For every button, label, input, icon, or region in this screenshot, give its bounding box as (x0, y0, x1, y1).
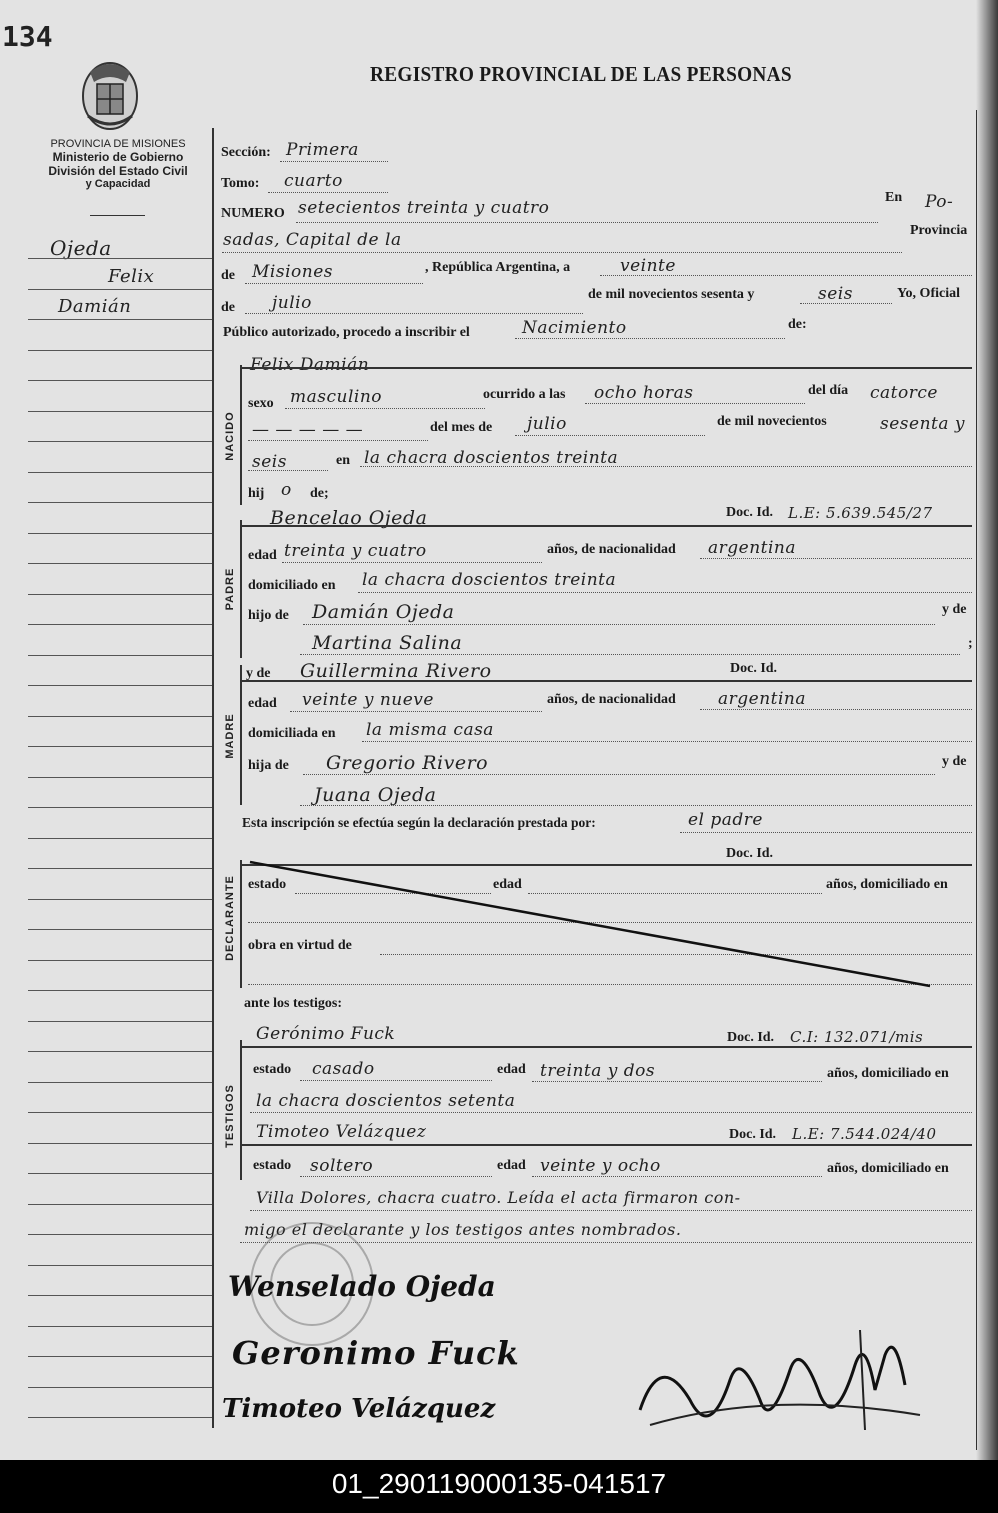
hij-label: hij (248, 486, 265, 501)
padre-hijo-de-label: hijo de (248, 608, 289, 623)
madre-edad-label: edad (248, 696, 277, 711)
testigo1-domicilio: la chacra doscientos setenta (256, 1091, 516, 1111)
padre-nacionalidad-label: años, de nacionalidad (547, 542, 676, 557)
anio-value-b: seis (252, 452, 287, 472)
sexo-value: masculino (290, 387, 383, 407)
signature-witness1: Geronimo Fuck (232, 1334, 520, 1372)
del-mes-label: del mes de (430, 420, 493, 435)
mes-value: julio (527, 414, 567, 434)
padre-padre-de: Damián Ojeda (312, 601, 455, 623)
declarante-anios-label: años, domiciliado en (826, 877, 948, 892)
margin-rule (28, 1173, 214, 1174)
publico-label: Público autorizado, procedo a inscribir el (223, 325, 470, 340)
de-label-2: de (221, 300, 235, 315)
tomo-value: cuarto (284, 171, 343, 191)
testigo1-estado-value: casado (312, 1059, 375, 1079)
footer-caption: 01_290119000135-041517 (0, 1462, 998, 1513)
month-value: julio (272, 293, 312, 313)
margin-rule (28, 655, 214, 656)
dia-value-b: — — — — — (252, 420, 364, 440)
margin-rule (28, 319, 214, 320)
margin-rule (28, 1387, 214, 1388)
seccion-value: Primera (286, 140, 359, 160)
testigo2-name: Timoteo Velázquez (256, 1122, 427, 1142)
margin-rule (28, 533, 214, 534)
margin-rule (28, 1143, 214, 1144)
testigo1-edad-label: edad (497, 1062, 526, 1077)
margin-rule (28, 746, 214, 747)
declarante-cancel-stroke (240, 860, 940, 990)
margin-rule (28, 807, 214, 808)
madre-madre-de: Juana Ojeda (314, 784, 437, 806)
margin-rule (28, 929, 214, 930)
lugar-value: la chacra doscientos treinta (364, 448, 619, 468)
testigos-section-label: TESTIGOS (224, 1084, 236, 1148)
padre-section-label: PADRE (224, 567, 236, 611)
document-title: REGISTRO PROVINCIAL DE LAS PERSONAS (370, 62, 792, 86)
year-value: seis (818, 284, 853, 304)
seccion-label: Sección: (221, 145, 271, 160)
madre-domicilio-value: la misma casa (366, 720, 494, 740)
padre-nacionalidad-value: argentina (708, 538, 797, 558)
margin-rule (28, 1265, 214, 1266)
margin-rule (28, 624, 214, 625)
testigo1-name: Gerónimo Fuck (256, 1024, 396, 1044)
margin-rule (28, 685, 214, 686)
org-line1: PROVINCIA DE MISIONES (50, 138, 186, 150)
margin-rule (28, 1417, 214, 1418)
en-label: En (885, 190, 903, 205)
madre-padre-de: Gregorio Rivero (326, 752, 489, 774)
page-number: 134 (2, 20, 53, 53)
margin-rule (28, 380, 214, 381)
declarante-estado-label: estado (248, 877, 287, 892)
day-value: veinte (620, 256, 676, 276)
margin-rule (28, 472, 214, 473)
republica-label: , República Argentina, a (425, 260, 571, 275)
hora-value: ocho horas (594, 383, 694, 403)
padre-doc-value: L.E: 5.639.545/27 (788, 504, 933, 522)
numero-label: NUMERO (221, 206, 285, 221)
margin-rule (28, 563, 214, 564)
signature-father: Wenselado Ojeda (228, 1270, 496, 1303)
testigo1-anios-label: años, domiciliado en (827, 1066, 949, 1081)
inscripcion-value: el padre (688, 810, 763, 830)
margin-rule (28, 258, 214, 259)
org-block (18, 138, 218, 190)
margin-rule (28, 1051, 214, 1052)
testigo1-estado-label: estado (253, 1062, 292, 1077)
madre-section-label: MADRE (224, 713, 236, 759)
margin-rule (28, 411, 214, 412)
org-line4: y Capacidad (85, 178, 151, 190)
signature-witness2: Timoteo Velázquez (222, 1394, 496, 1424)
numero-value: setecientos treinta y cuatro (298, 198, 550, 218)
padre-doc-label: Doc. Id. (726, 505, 774, 520)
madre-doc-label: Doc. Id. (730, 661, 778, 676)
closing-line1: Villa Dolores, chacra cuatro. Leída el acta firmaron con- (256, 1188, 741, 1207)
hij-de-label: de; (310, 486, 329, 501)
margin-rule (28, 1082, 214, 1083)
inscripcion-label: Esta inscripción se efectúa según la declaración prestada por: (242, 815, 596, 830)
signature-official (620, 1310, 950, 1460)
padre-domicilio-label: domiciliado en (248, 578, 336, 593)
tomo-label: Tomo: (221, 176, 260, 191)
margin-rule (28, 594, 214, 595)
margin-rule (28, 777, 214, 778)
madre-name: Guillermina Rivero (300, 660, 492, 682)
acto-value: Nacimiento (522, 318, 627, 338)
margin-rule (28, 1356, 214, 1357)
testigo2-edad-value: veinte y ocho (540, 1156, 661, 1176)
margin-rule (28, 1021, 214, 1022)
padre-y-de-label: y de (942, 602, 967, 617)
testigo2-estado-value: soltero (310, 1156, 374, 1176)
declarante-doc-label: Doc. Id. (726, 846, 774, 861)
del-dia-label: del día (808, 383, 849, 398)
margin-rule (28, 441, 214, 442)
hij-value: o (281, 480, 292, 500)
margin-rule (28, 868, 214, 869)
margin-rule (28, 838, 214, 839)
madre-hija-de-label: hija de (248, 758, 289, 773)
margin-first-name: Felix (108, 266, 155, 287)
testigo1-doc-label: Doc. Id. (727, 1030, 775, 1045)
dia-value-a: catorce (870, 383, 938, 403)
sexo-label: sexo (248, 396, 274, 411)
nacido-name: Felix Damián (250, 355, 370, 375)
padre-semicolon: ; (968, 636, 973, 651)
anio-value-a: sesenta y (880, 414, 965, 434)
madre-edad-value: veinte y nueve (302, 690, 434, 710)
padre-edad-value: treinta y cuatro (284, 541, 427, 561)
declarante-section-label: DECLARANTE (224, 875, 236, 961)
padre-domicilio-value: la chacra doscientos treinta (362, 570, 617, 590)
margin-second-name: Damián (58, 296, 132, 317)
org-line2: Ministerio de Gobierno (52, 150, 184, 164)
margin-rule (28, 1326, 214, 1327)
margin-rule (28, 502, 214, 503)
testigo2-anios-label: años, domiciliado en (827, 1161, 949, 1176)
testigo2-edad-label: edad (497, 1158, 526, 1173)
nacido-en-label: en (336, 453, 350, 468)
margin-rule (28, 1295, 214, 1296)
margin-rule (28, 990, 214, 991)
testigos-ante-label: ante los testigos: (244, 996, 342, 1011)
madre-y-de-label2: y de (942, 754, 967, 769)
nacido-section-label: NACIDO (224, 411, 236, 461)
provincia-label: Provincia (910, 223, 968, 238)
madre-nacionalidad-value: argentina (718, 689, 807, 709)
testigo1-doc-value: C.I: 132.071/mis (790, 1028, 924, 1046)
en-value-b: sadas, Capital de la (223, 230, 402, 250)
oficial-label: Yo, Oficial (897, 286, 960, 301)
ocurrido-label: ocurrido a las (483, 387, 566, 402)
padre-name: Bencelao Ojeda (270, 507, 428, 529)
testigo1-edad-value: treinta y dos (540, 1061, 656, 1081)
madre-y-de-label: y de (246, 666, 271, 681)
margin-rule (28, 1234, 214, 1235)
de-label-3: de: (788, 317, 807, 332)
padre-edad-label: edad (248, 548, 277, 563)
declarante-obra-label: obra en virtud de (248, 938, 352, 953)
coat-of-arms-seal (80, 58, 140, 132)
margin-rule (28, 960, 214, 961)
padre-madre-de: Martina Salina (312, 632, 463, 654)
en-value-a: Po- (925, 192, 954, 212)
declarante-edad-label: edad (493, 877, 522, 892)
testigo2-estado-label: estado (253, 1158, 292, 1173)
margin-rule (28, 1204, 214, 1205)
margin-rule (28, 350, 214, 351)
testigo2-doc-value: L.E: 7.544.024/40 (792, 1125, 937, 1143)
testigo2-doc-label: Doc. Id. (729, 1127, 777, 1142)
year-label: de mil novecientos sesenta y (588, 287, 755, 302)
margin-rule (28, 289, 214, 290)
margin-rule (28, 899, 214, 900)
provincia-value: Misiones (252, 262, 333, 282)
margin-rule (28, 1112, 214, 1113)
org-line3: División del Estado Civil (48, 164, 188, 178)
de-label-1: de (221, 268, 235, 283)
margin-surname: Ojeda (50, 236, 112, 260)
margin-rule (28, 716, 214, 717)
closing-line2: migo el declarante y los testigos antes nombrados. (244, 1220, 682, 1239)
mil-label: de mil novecientos (717, 414, 827, 429)
madre-nacionalidad-label: años, de nacionalidad (547, 692, 676, 707)
madre-domicilio-label: domiciliada en (248, 726, 336, 741)
